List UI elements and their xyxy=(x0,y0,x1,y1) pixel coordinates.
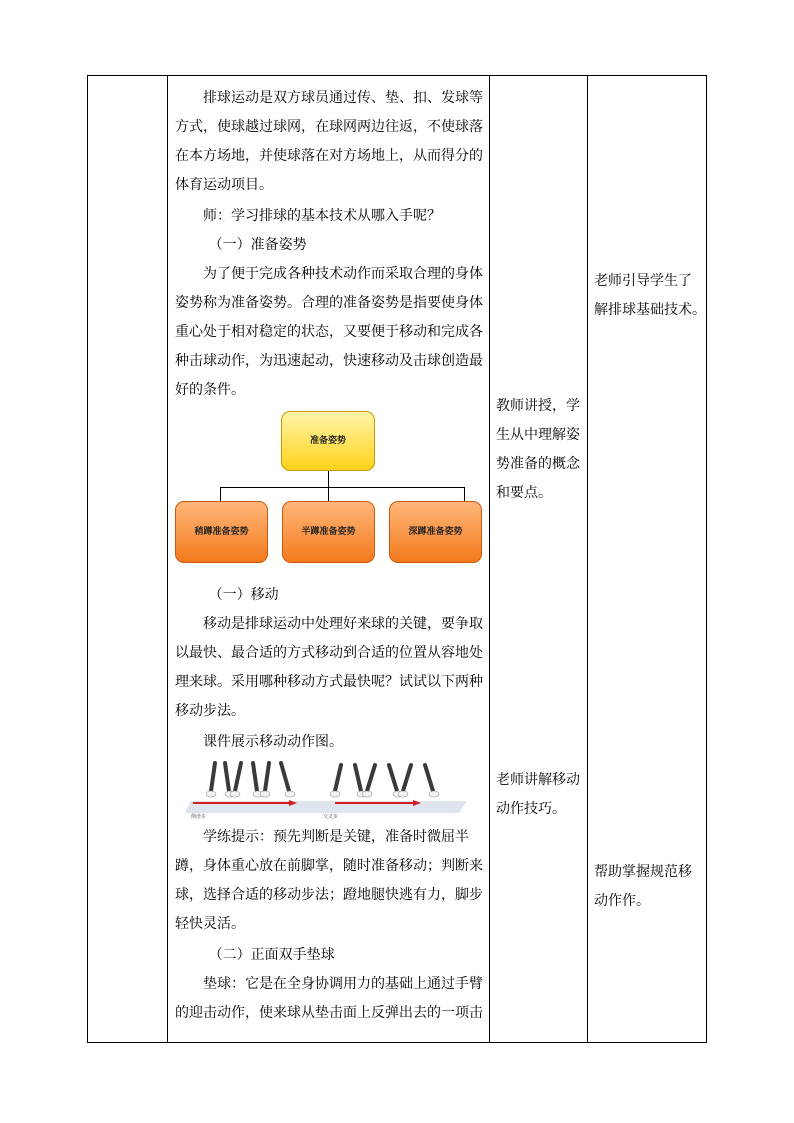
dig-paragraph: 垫球：它是在全身协调用力的基础上通过手臂的迎击动作，使来球从垫击面上反弹出去的一项击 xyxy=(175,976,483,1021)
movement-photo xyxy=(185,761,473,819)
purpose-note: 帮助掌握规范移 动作作。 xyxy=(594,864,692,909)
tips-paragraph: 学练提示：预先判断是关键，准备时微屈半蹲，身体重心放在前脚掌，随时准备移动；判断来球，选择合适的移动步法；蹬地腿快逃有力，脚步轻快灵活。 xyxy=(175,829,483,932)
diagram-connector xyxy=(464,487,465,501)
diagram-child-box: 半蹲准备姿势 xyxy=(282,501,375,563)
section-heading-dig: （二）正面双手垫球 xyxy=(208,947,335,963)
diagram-child-box: 稍蹲准备姿势 xyxy=(175,501,268,563)
section-heading-prep: （一）准备姿势 xyxy=(208,237,307,253)
diagram-connector xyxy=(220,487,464,488)
movement-photo-image xyxy=(185,761,473,819)
diagram-connector xyxy=(220,487,221,501)
teacher-note: 老师讲解移动 动作技巧。 xyxy=(496,772,580,817)
diagram-root-box: 准备姿势 xyxy=(281,411,375,471)
teacher-question: 师：学习排球的基本技术从哪入手呢？ xyxy=(203,208,441,224)
prep-paragraph: 为了便于完成各种技术动作而采取合理的身体姿势称为准备姿势。合理的准备姿势是指要使身体重心处于相对稳定的状态，又要便于移动和完成各种击球动作，为迅速起动，快速移动及击球创造最好的条件。 xyxy=(175,266,483,398)
column-divider xyxy=(489,76,490,1042)
diagram-child-box: 深蹲准备姿势 xyxy=(389,501,482,563)
column-divider xyxy=(587,76,588,1042)
content-column xyxy=(175,84,487,1028)
photo-caption-left: 侧滑步 xyxy=(191,814,207,819)
prep-stance-diagram xyxy=(175,409,487,599)
diagram-connector xyxy=(328,471,329,487)
teacher-note: 教师讲授，学 生从中理解姿 势准备的概念 和要点。 xyxy=(496,398,580,501)
move-paragraph: 移动是排球运动中处理好来球的关键，要争取以最快、最合适的方式移动到合适的位置从容地处理来球。采用哪种移动方式最快呢？试试以下两种移动步法。 xyxy=(175,616,483,719)
photo-caption-right: 交叉步 xyxy=(323,814,339,819)
diagram-connector xyxy=(328,487,329,501)
column-divider xyxy=(167,76,168,1042)
lesson-table xyxy=(87,75,707,1043)
courseware-line: 课件展示移动动作图。 xyxy=(203,734,343,750)
purpose-note: 老师引导学生了 解排球基础技术。 xyxy=(594,273,706,318)
section-heading-move: （一）移动 xyxy=(208,587,279,603)
intro-paragraph: 排球运动是双方球员通过传、垫、扣、发球等方式，使球越过球网，在球网两边往返，不使球落在本方场地，并使球落在对方场地上，从而得分的体育运动项目。 xyxy=(175,90,483,193)
